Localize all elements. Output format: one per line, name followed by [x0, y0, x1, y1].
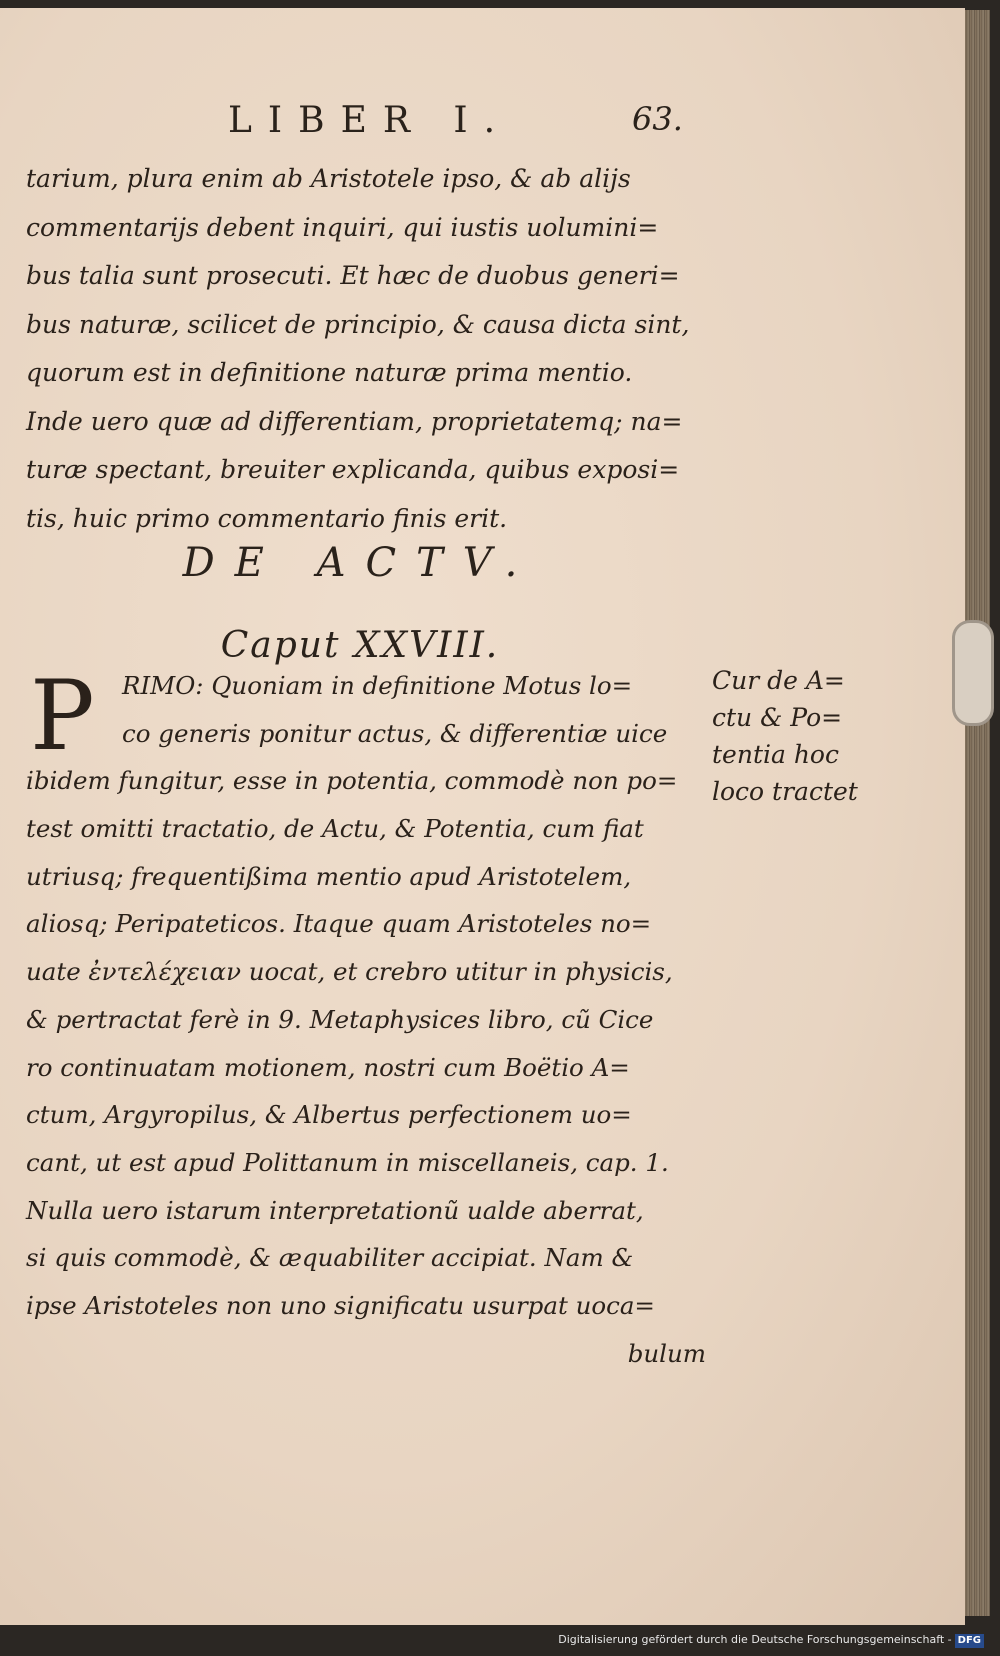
marginal-line: Cur de A= — [712, 666, 845, 695]
credit-text: Digitalisierung gefördert durch die Deutsche Forschungsgemeinschaft - — [558, 1633, 952, 1646]
marginal-line: loco tractet — [712, 777, 858, 806]
text-line: quorum est in definitione naturæ prima mentio. — [26, 358, 633, 387]
page-number: 63. — [632, 100, 683, 138]
text-line: ipse Aristoteles non uno significatu usurpat uoca= — [26, 1290, 655, 1320]
text-line: Nulla uero istarum interpretationũ ualde aberrat, — [26, 1195, 644, 1225]
marginal-note — [712, 662, 882, 810]
text-line: aliosq; Peripateticos. Itaque quam Aristoteles no= — [26, 909, 652, 939]
text-line: bus talia sunt prosecuti. Et hæc de duobus generi= — [26, 261, 680, 290]
drop-capital: P — [30, 660, 95, 772]
text-line: test omitti tractatio, de Actu, & Potentia, cum fiat — [26, 814, 644, 844]
digitization-credit — [0, 1630, 984, 1650]
text-line: turæ spectant, breuiter explicanda, quibus exposi= — [26, 455, 680, 484]
book-clasp — [952, 620, 994, 726]
text-line: RIMO: Quoniam in definitione Motus lo= — [122, 671, 633, 700]
text-line: commentarijs debent inquiri, qui iustis uolumini= — [26, 212, 659, 242]
marginal-line: ctu & Po= — [712, 703, 843, 732]
text-line: ctum, Argyropilus, & Albertus perfectionem uo= — [26, 1100, 632, 1130]
section-title: DE ACTV. — [182, 540, 538, 586]
dfg-logo: DFG — [955, 1634, 984, 1648]
page-fore-edge — [965, 10, 990, 1616]
text-line: si quis commodè, & æquabiliter accipiat. Nam & — [26, 1243, 634, 1273]
text-line: Inde uero quæ ad differentiam, proprietatemq; na= — [26, 406, 683, 436]
text-line: & pertractat ferè in 9. Metaphysices libro, cũ Cice — [26, 1004, 654, 1034]
text-line: ro continuatam motionem, nostri cum Boëtio A= — [26, 1052, 630, 1082]
text-line: ibidem fungitur, esse in potentia, commodè non po= — [26, 766, 678, 796]
text-line: bus naturæ, scilicet de principio, & causa dicta sint, — [26, 309, 690, 339]
marginal-line: tentia hoc — [712, 740, 839, 769]
text-line: uate ἐντελέχειαν uocat, et crebro utitur in physicis, — [26, 957, 673, 987]
body-paragraph — [26, 155, 700, 543]
catchword: bulum — [627, 1338, 706, 1368]
running-head-title: LIBER I. — [228, 100, 512, 141]
text-line: tarium, plura enim ab Aristotele ipso, & ab alijs — [26, 164, 631, 193]
text-line: cant, ut est apud Polittanum in miscellaneis, cap. 1. — [26, 1147, 669, 1177]
text-line: utriusq; frequentißima mentio apud Aristotelem, — [26, 861, 632, 891]
running-head — [0, 100, 965, 150]
chapter-title: Caput XXVIII. — [220, 625, 500, 666]
text-line: co generis ponitur actus, & differentiæ uice — [122, 718, 668, 748]
text-line: tis, huic primo commentario finis erit. — [26, 503, 508, 533]
chapter-paragraph — [26, 662, 706, 1377]
